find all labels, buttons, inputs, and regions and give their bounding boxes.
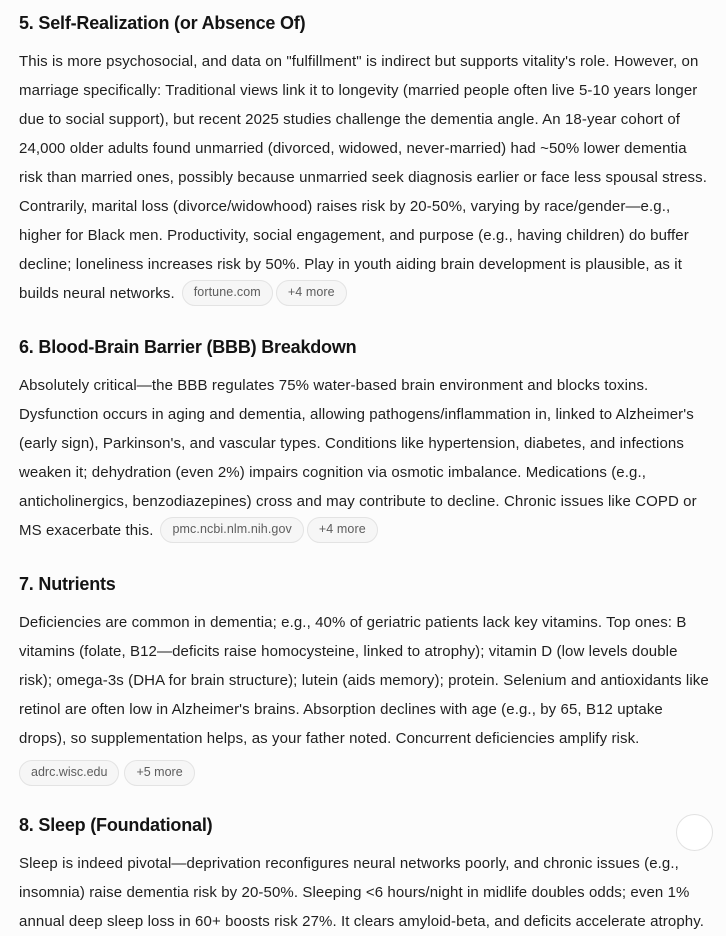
section-paragraph [19, 849, 710, 936]
section-sleep [19, 815, 710, 936]
section-paragraph [19, 47, 710, 308]
section-heading: 8. Sleep (Foundational) [19, 814, 213, 835]
citation-pill-more[interactable]: +4 more [276, 280, 347, 306]
section-text: Absolutely critical—the BBB regulates 75% water-based brain environment and blocks toxins. Dysfunction occurs in aging and dementia, allowing pathogens/inflammation in, linked to Alzheimer's (early sign), Parkinson's, and vascular types. Conditions like hypertension, diabetes, and infections weaken it; dehydration (even 2%) impairs cognition via osmotic imbalance. Medications (e.g., anticholinergics, benzodiazepines) cross and may contribute to decline. Chronic issues like COPD or MS exacerbate this. [19, 377, 697, 539]
section-paragraph [19, 608, 710, 753]
section-heading: 7. Nutrients [19, 574, 116, 594]
citation-pill-more[interactable]: +4 more [307, 517, 378, 543]
citation-pill-source[interactable]: fortune.com [182, 280, 273, 306]
section-bbb-breakdown [19, 337, 710, 545]
section-paragraph [19, 371, 710, 545]
section-text: Deficiencies are common in dementia; e.g., 40% of geriatric patients lack key vitamins. Top ones: B vitamins (folate, B12—deficits raise homocysteine, linked to atrophy); vitamin D (low levels double risk); omega-3s (DHA for brain structure); lutein (aids memory); protein. Selenium and antioxidants like retinol are often low in Alzheimer's brains. Absorption declines with age (e.g., by 65, B12 uptake drops), so supplementation helps, as your father noted. Concurrent deficiencies amplify risk. [19, 614, 709, 747]
citation-pill-row [19, 760, 710, 786]
section-text: Sleep is indeed pivotal—deprivation reconfigures neural networks poorly, and chronic issues (e.g., insomnia) raise dementia risk by 20-50%. Sleeping <6 hours/night in midlife doubles odds; even 1% annual deep sleep loss in 60+ boosts risk 27%. It clears amyloid-beta, and deficits accelerate atrophy. [19, 854, 704, 930]
section-heading: 5. Self-Realization (or Absence Of) [19, 13, 306, 33]
citation-pill-more[interactable]: +5 more [124, 760, 194, 786]
scroll-down-button[interactable] [676, 814, 713, 851]
section-nutrients [19, 574, 710, 786]
citation-pill-source[interactable]: pmc.ncbi.nlm.nih.gov [160, 517, 303, 543]
citation-pill-source[interactable]: adrc.wisc.edu [19, 760, 119, 786]
section-self-realization [19, 13, 710, 308]
section-heading: 6. Blood-Brain Barrier (BBB) Breakdown [19, 337, 357, 357]
section-text: This is more psychosocial, and data on "fulfillment" is indirect but supports vitality's role. However, on marriage specifically: Traditional views link it to longevity (married people often live 5-10 years longer due to social support), but recent 2025 studies challenge the dementia angle. An 18-year cohort of 24,000 older adults found unmarried (divorced, widowed, never-married) had ~50% lower dementia risk than married ones, possibly because unmarried seek diagnosis earlier or face less spousal stress. Contrarily, marital loss (divorce/widowhood) raises risk by 20-50%, varying by race/gender—e.g., higher for Black men. Productivity, social engagement, and purpose (e.g., having children) do buffer decline; loneliness increases risk by 50%. Play in youth aiding brain development is plausible, as it builds neural networks. [19, 53, 708, 302]
